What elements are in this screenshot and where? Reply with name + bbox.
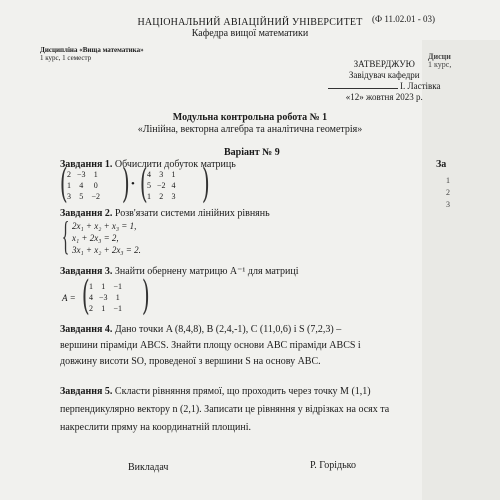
- matrix-cell: 1: [115, 293, 120, 302]
- matrix-cell: 1: [101, 304, 106, 313]
- variant-number: Варіант № 9: [224, 147, 280, 158]
- approval-position: Завідувач кафедри: [348, 70, 420, 80]
- side-task: За: [436, 159, 447, 170]
- matrix-cell: 1: [89, 282, 93, 291]
- matrix-cell: −1: [113, 282, 123, 291]
- approval-date: «12» жовтня 2023 р.: [345, 92, 423, 102]
- task5-label: Завдання 5.: [60, 386, 113, 397]
- matrix-cell: 3: [171, 192, 176, 201]
- approval-title: ЗАТВЕРДЖУЮ: [353, 59, 415, 69]
- matrix-cell: 0: [93, 181, 98, 190]
- task4-line1: Дано точки A (8,4,8), B (2,4,-1), C (11,0,6) і S (7,2,3) –: [114, 324, 342, 335]
- discipline-block: [40, 46, 144, 62]
- task1-matrixB: [144, 169, 179, 202]
- matrix-cell: 2: [159, 192, 164, 201]
- side-matrix-1: 1: [446, 176, 450, 185]
- matrix-cell: 1: [147, 192, 151, 201]
- background-sheet: [422, 40, 500, 500]
- equation-2: x₁ + 2x₃ = 2,: [72, 233, 119, 243]
- task4-line3: довжину висоти SO, проведеної з вершини S на основу ABC.: [60, 356, 321, 367]
- matrix-cell: 1: [171, 170, 176, 179]
- matrix-cell: 1: [101, 282, 106, 291]
- task3-matrix-right-paren: ): [141, 273, 150, 319]
- work-subtitle: «Лінійна, векторна алгебра та аналітична геометрія»: [137, 124, 363, 135]
- matrix-cell: 5: [79, 192, 84, 201]
- equation-1: 2x₁ + x₂ + x₃ = 1,: [72, 221, 137, 231]
- matrix-cell: 1: [67, 181, 71, 190]
- matrix-cell: −3: [99, 293, 108, 302]
- task3-heading: Завдання 3. Знайти обернену матрицю A⁻¹ для матриці: [60, 266, 299, 277]
- side-matrix-2: 2: [446, 188, 450, 197]
- side-discipline: Дисци: [428, 52, 451, 61]
- lecturer-label: Викладач: [128, 462, 169, 473]
- approval-signature: І. Ластівка: [328, 81, 441, 92]
- matrix-cell: 4: [89, 293, 93, 302]
- matrix-cell: 3: [159, 170, 164, 179]
- matrix-cell: 2: [67, 170, 71, 179]
- task1-matrixA-right-paren: ): [121, 161, 130, 207]
- side-course: 1 курс,: [428, 60, 452, 69]
- task4-block: [60, 322, 361, 370]
- matrix-name: A =: [62, 293, 76, 303]
- side-matrix-3: 3: [446, 200, 450, 209]
- matrix-cell: 3: [67, 192, 71, 201]
- matrix-cell: −3: [77, 170, 86, 179]
- system-brace: {: [61, 213, 70, 258]
- discipline-label: Дисципліна «Вища математика»: [40, 46, 144, 54]
- task1-matrixB-right-paren: ): [201, 161, 210, 207]
- task1-matrixA: [64, 169, 103, 202]
- task1-matrixA-left-paren: (: [59, 161, 68, 207]
- task4-label: Завдання 4.: [60, 324, 113, 335]
- matrix-cell: −2: [157, 181, 166, 190]
- matrix-cell: 1: [93, 170, 98, 179]
- equation-system: [72, 220, 141, 256]
- matrix-cell: −1: [113, 304, 123, 313]
- matrix-cell: 4: [171, 181, 176, 190]
- matrix-cell: 4: [79, 181, 84, 190]
- task2-heading: Завдання 2. Розв'язати системи лінійних рівнянь: [60, 208, 270, 219]
- work-title: Модульна контрольна робота № 1: [172, 112, 328, 123]
- task3-matrix-left-paren: (: [81, 273, 90, 319]
- task4-line2: вершини піраміди ABCS. Знайти площу основи ABC піраміди ABCS і: [60, 340, 361, 351]
- task1-matrixB-left-paren: (: [139, 161, 148, 207]
- task5-line2: перпендикулярно вектору n (2,1). Записати це рівняння у відрізках на осях та: [60, 404, 390, 415]
- matrix-cell: 5: [147, 181, 151, 190]
- lecturer-name: Р. Горідько: [310, 460, 356, 471]
- matrix-cell: 4: [147, 170, 151, 179]
- multiply-operator: •: [131, 178, 135, 190]
- approval-block: [328, 59, 441, 103]
- task5-line1: Скласти рівняння прямої, що проходить через точку M (1,1): [114, 386, 371, 397]
- course-label: 1 курс, 1 семестр: [40, 54, 92, 62]
- university-name: НАЦІОНАЛЬНИЙ АВІАЦІЙНИЙ УНІВЕРСИТЕТ: [137, 17, 363, 28]
- task5-block: [60, 383, 389, 437]
- matrix-cell: −2: [91, 192, 101, 201]
- task1-heading: Завдання 1. Обчислити добуток матриць: [60, 159, 236, 170]
- task5-line3: накреслити пряму на координатній площині.: [60, 422, 251, 433]
- equation-3: 3x₁ + x₂ + 2x₃ = 2.: [72, 245, 141, 255]
- form-code: (Ф 11.02.01 - 03): [372, 14, 436, 24]
- matrix-cell: 2: [89, 304, 93, 313]
- task3-matrix: [86, 281, 125, 314]
- department-name: Кафедра вищої математики: [191, 28, 309, 39]
